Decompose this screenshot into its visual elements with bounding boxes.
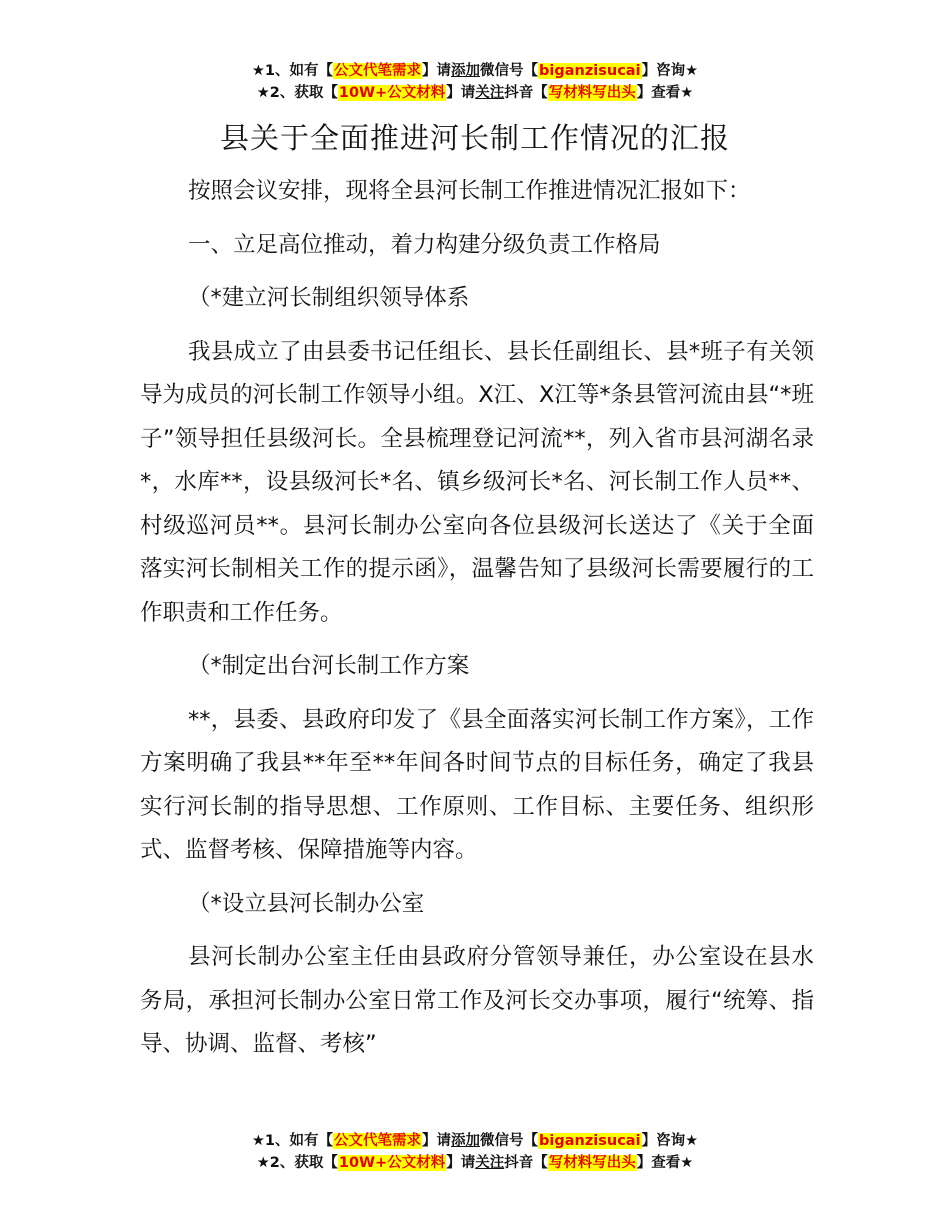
banner-text: ★1、如有【 xyxy=(251,1133,334,1149)
banner-underlined-text: 添加 xyxy=(451,1133,481,1149)
banner-underlined-text: 关注 xyxy=(475,1155,505,1171)
banner-text: ★2、获取【 xyxy=(256,1155,338,1171)
banner-highlight: 公文代笔需求 xyxy=(334,63,422,79)
section-heading: 一、立足高位推动，着力构建分级负责工作格局 xyxy=(188,231,661,258)
banner-text: 】咨询★ xyxy=(641,1133,699,1149)
banner-text: 】请 xyxy=(422,63,452,79)
banner-text: 微信号【 xyxy=(480,63,539,79)
body-paragraph: 县河长制办公室主任由县政府分管领导兼任，办公室设在县水务局，承担河长制办公室日常工作及河长交办事项，履行“统筹、指导、协调、监督、考核” xyxy=(140,944,814,1057)
body-paragraph: **，县委、县政府印发了《县全面落实河长制工作方案》，工作方案明确了我县**年至**年间各时间节点的目标任务，确定了我县实行河长制的指导思想、工作原则、工作目标、主要任务、组织形式、监督考核、保障措施等内容。 xyxy=(140,706,814,863)
banner-highlight: 10W+公文材料 xyxy=(338,1155,446,1171)
banner-underlined-text: 关注 xyxy=(475,85,505,101)
subsection-heading: （*制定出台河长制工作方案 xyxy=(188,653,470,679)
banner-text: 】查看★ xyxy=(636,85,694,101)
banner-highlight: 写材料写出头 xyxy=(548,1155,636,1171)
banner-highlight: 写材料写出头 xyxy=(548,85,636,101)
banner-text: 】咨询★ xyxy=(641,63,699,79)
banner-text: 】查看★ xyxy=(636,1155,694,1171)
banner-highlight: 公文代笔需求 xyxy=(334,1133,422,1149)
banner-line-1 xyxy=(0,60,950,82)
banner-underlined-text: 添加 xyxy=(451,63,481,79)
document-title: 县关于全面推进河长制工作情况的汇报 xyxy=(219,121,730,155)
document-body xyxy=(140,170,814,1077)
header-banner xyxy=(0,60,950,104)
banner-text: ★1、如有【 xyxy=(251,63,334,79)
banner-highlight: biganzisucai xyxy=(539,63,641,79)
banner-text: 】请 xyxy=(422,1133,452,1149)
banner-line-2 xyxy=(0,1152,950,1174)
banner-text: ★2、获取【 xyxy=(256,85,338,101)
body-paragraph: 我县成立了由县委书记任组长、县长任副组长、县*班子有关领导为成员的河长制工作领导小组。X江、X江等*条县管河流由县“*班子”领导担任县级河长。全县梳理登记河流**，列入省市县河湖名录*，水库**，设县级河长*名、镇乡级河长*名、河长制工作人员**、村级巡河员**。县河长制办公室向各位县级河长送达了《关于全面落实河长制相关工作的提示函》，温馨告知了县级河长需要履行的工作职责和工作任务。 xyxy=(140,338,814,626)
banner-line-2 xyxy=(0,82,950,104)
subsection-heading: （*设立县河长制办公室 xyxy=(188,890,425,917)
banner-highlight: 10W+公文材料 xyxy=(338,85,446,101)
banner-text: 抖音【 xyxy=(504,1155,548,1171)
banner-text: 微信号【 xyxy=(480,1133,539,1149)
banner-line-1 xyxy=(0,1130,950,1152)
intro-paragraph: 按照会议安排，现将全县河长制工作推进情况汇报如下： xyxy=(188,178,751,204)
subsection-heading: （*建立河长制组织领导体系 xyxy=(188,285,470,311)
footer-banner xyxy=(0,1130,950,1174)
banner-text: 】请 xyxy=(446,85,476,101)
banner-highlight: biganzisucai xyxy=(539,1133,641,1149)
banner-text: 抖音【 xyxy=(504,85,548,101)
banner-text: 】请 xyxy=(446,1155,476,1171)
